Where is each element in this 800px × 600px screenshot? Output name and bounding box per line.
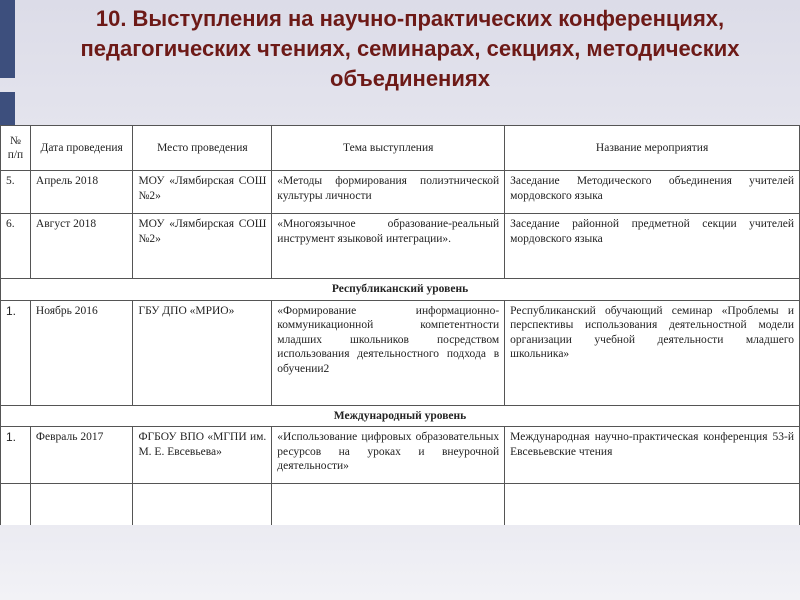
cell-date: Август 2018 [30,214,133,279]
cell-place: ГБУ ДПО «МРИО» [133,300,272,405]
cell-num: 1. [1,300,31,405]
report-table-container [0,125,800,525]
report-table [0,125,800,547]
table-row [1,427,800,484]
cell-date: Ноябрь 2016 [30,300,133,405]
cell-topic: «Методы формирования полиэтнической культуры личности [272,171,505,214]
level-heading-republic: Республиканский уровень [1,279,800,301]
slide-bottom-area [0,525,800,600]
header-event: Название мероприятия [505,126,800,171]
table-header-row [1,126,800,171]
cell-num: 5. [1,171,31,214]
slide-title: 10. Выступления на научно-практических конференциях, педагогических чтениях, семинарах, секциях, методических объединениях [80,6,740,91]
cell-topic: «Многоязычное образование-реальный инструмент языковой интеграции». [272,214,505,279]
cell-topic: «Формирование информационно-коммуникационной компетентности младших школьников посредством использования деятельностного подхода в обучении2 [272,300,505,405]
cell-date: Апрель 2018 [30,171,133,214]
cell-place: МОУ «Лямбирская СОШ №2» [133,214,272,279]
cell-date: Февраль 2017 [30,427,133,484]
table-row [1,214,800,279]
cell-place: МОУ «Лямбирская СОШ №2» [133,171,272,214]
cell-topic: «Использование цифровых образовательных ресурсов на уроках и внеурочной деятельности» [272,427,505,484]
table-row [1,300,800,405]
cell-event: Международная научно-практическая конференция 53-й Евсевьевские чтения [505,427,800,484]
level-heading-international: Международный уровень [1,405,800,427]
header-topic: Тема выступления [272,126,505,171]
header-num: № п/п [1,126,31,171]
level-row-international [1,405,800,427]
header-date: Дата проведения [30,126,133,171]
cell-num: 1. [1,427,31,484]
cell-event: Республиканский обучающий семинар «Проблемы и перспективы использования деятельностной модели организации учебной деятельности младшего школьника» [505,300,800,405]
header-place: Место проведения [133,126,272,171]
level-row-republic [1,279,800,301]
cell-num: 6. [1,214,31,279]
accent-bar-top [0,0,15,78]
cell-event: Заседание районной предметной секции учителей мордовского языка [505,214,800,279]
cell-event: Заседание Методического объединения учителей мордовского языка [505,171,800,214]
table-row [1,171,800,214]
cell-place: ФГБОУ ВПО «МГПИ им. М. Е. Евсевьева» [133,427,272,484]
